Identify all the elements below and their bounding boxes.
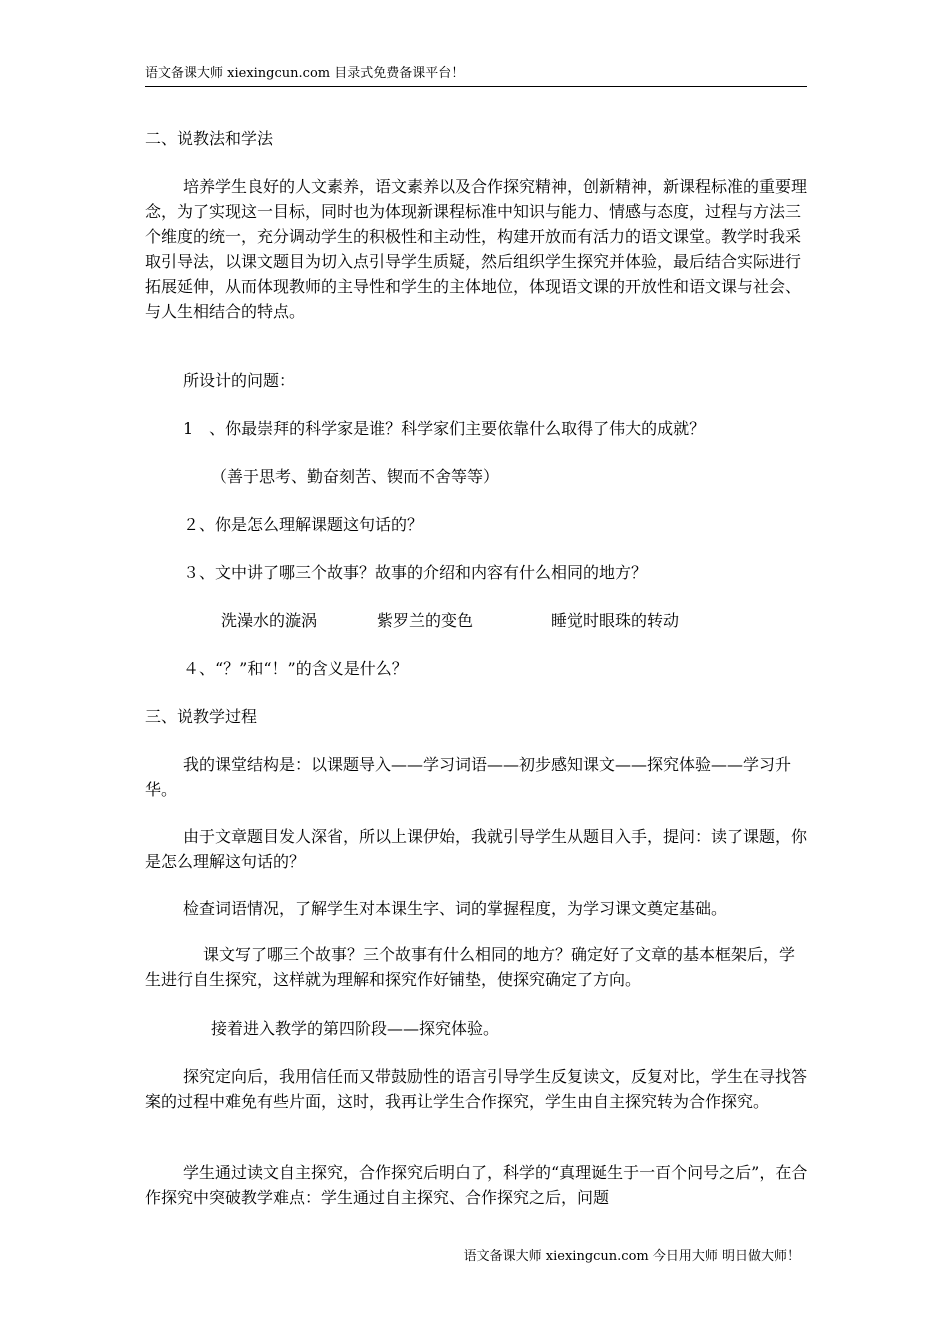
story-list <box>145 608 809 633</box>
story-item: 紫罗兰的变色 <box>377 611 474 630</box>
question-4: ４、“？”和“！”的含义是什么？ <box>183 659 408 678</box>
paragraph-class-structure: 我的课堂结构是：以课题导入——学习词语——初步感知课文——探究体验——学习升华。 <box>145 755 792 799</box>
paragraph-three-stories: 课文写了哪三个故事？三个故事有什么相同的地方？确定好了文章的基本框架后，学生进行自生探究，这样就为理解和探究作好铺垫，使探究确定了方向。 <box>145 945 796 989</box>
story-item: 睡觉时眼珠的转动 <box>551 611 680 630</box>
page-header: 语文备课大师 xiexingcun.com 目录式免费备课平台！ <box>145 64 807 87</box>
section-title-teaching-process: 三、说教学过程 <box>145 707 258 726</box>
question-3: ３、文中讲了哪三个故事？故事的介绍和内容有什么相同的地方？ <box>183 563 648 582</box>
paragraph-lesson-intro: 由于文章题目发人深省，所以上课伊始，我就引导学生从题目入手，提问：读了课题，你是怎么理解这句话的？ <box>145 827 808 871</box>
questions-intro: 所设计的问题： <box>183 371 296 390</box>
paragraph-fourth-stage: 接着进入教学的第四阶段——探究体验。 <box>211 1019 500 1038</box>
page-footer: 语文备课大师 xiexingcun.com 今日用大师 明日做大师！ <box>463 1249 800 1264</box>
paragraph-cooperative-exploration: 学生通过读文自主探究，合作探究后明白了，科学的“真理诞生于一百个问号之后”，在合作探究中突破教学难点：学生通过自主探究、合作探究之后，问题 <box>145 1163 808 1207</box>
paragraph-teaching-methods: 培养学生良好的人文素养，语文素养以及合作探究精神，创新精神，新课程标准的重要理念，为了实现这一目标，同时也为体现新课程标准中知识与能力、情感与态度，过程与方法三个维度的统一，充分调动学生的积极性和主动性，构建开放而有活力的语文课堂。教学时我采取引导法，以课文题目为切入点引导学生质疑，然后组织学生探究并体验，最后结合实际进行拓展延伸，从而体现教师的主导性和学生的主体地位，体现语文课的开放性和语文课与社会、与人生相结合的特点。 <box>145 177 808 321</box>
paragraph-guided-exploration: 探究定向后，我用信任而又带鼓励性的语言引导学生反复读文，反复对比，学生在寻找答案的过程中难免有些片面，这时，我再让学生合作探究，学生由自主探究转为合作探究。 <box>145 1067 808 1111</box>
section-title-teaching-methods: 二、说教法和学法 <box>145 129 274 148</box>
question-1-note: （善于思考、勤奋刻苦、锲而不舍等等） <box>211 467 500 486</box>
paragraph-vocabulary-check: 检查词语情况，了解学生对本课生字、词的掌握程度，为学习课文奠定基础。 <box>183 899 728 918</box>
question-1: 1 、你最崇拜的科学家是谁？科学家们主要依靠什么取得了伟大的成就？ <box>183 419 706 438</box>
question-2: ２、你是怎么理解课题这句话的？ <box>183 515 424 534</box>
story-item: 洗澡水的漩涡 <box>221 611 318 630</box>
